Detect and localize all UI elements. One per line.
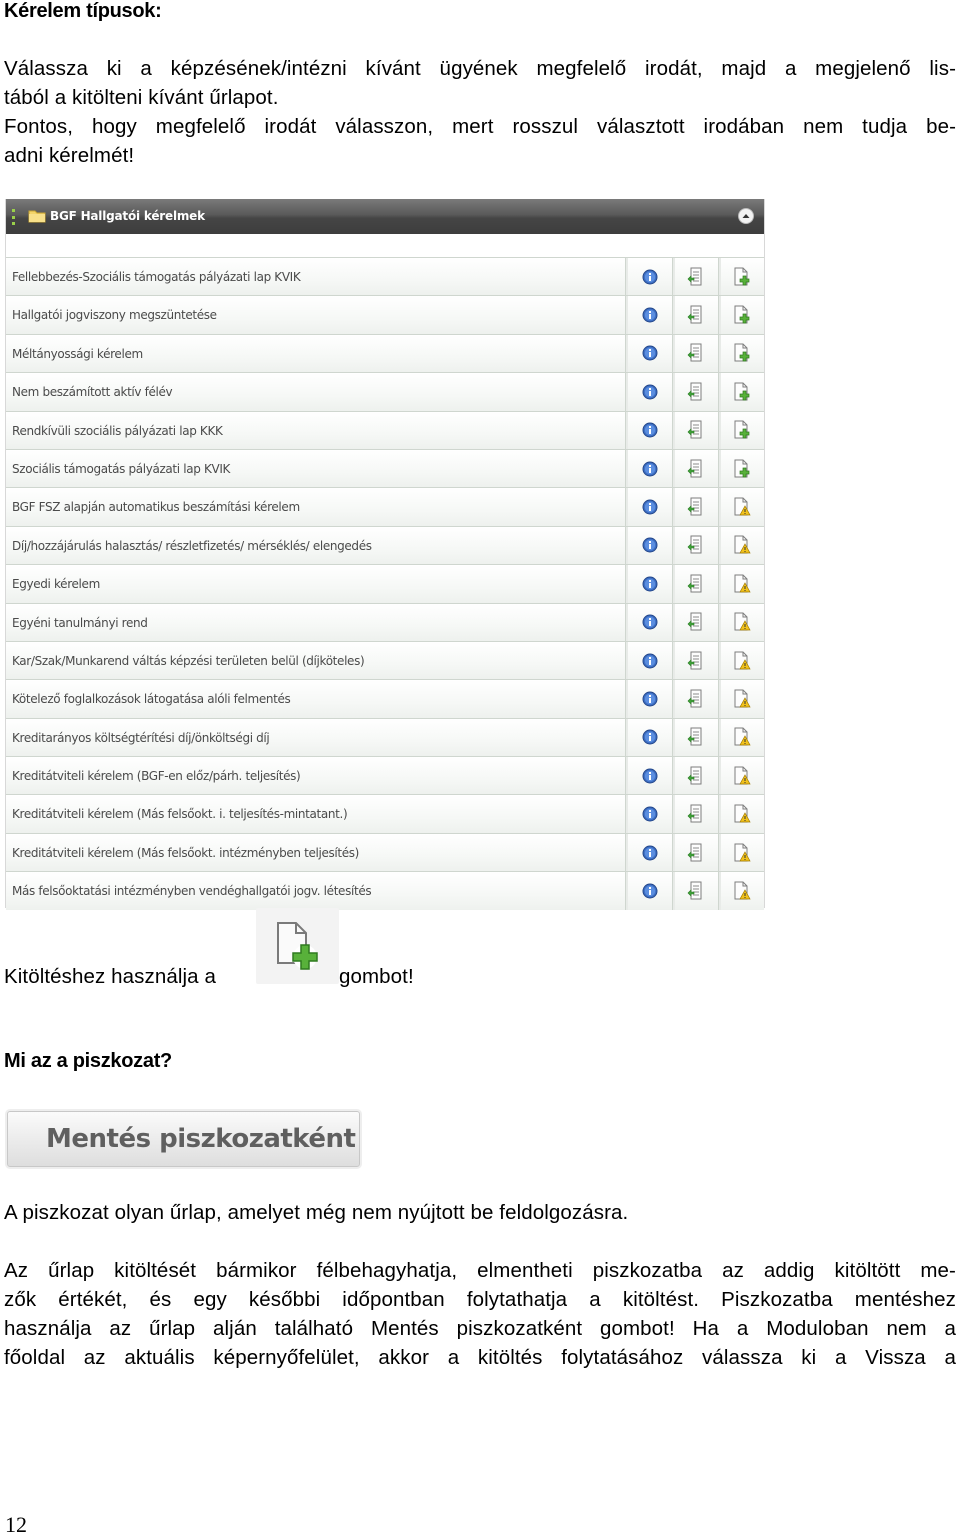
request-row bbox=[6, 487, 764, 525]
request-label[interactable]: Kreditátviteli kérelem (Más felsőokt. intézményben teljesítés) bbox=[12, 845, 360, 860]
request-label[interactable]: Más felsőoktatási intézményben vendéghallgatói jogv. létesítés bbox=[12, 884, 372, 899]
draft-line-1: Az űrlap kitöltését bármikor félbehagyhatja, elmentheti piszkozatba az addig kitöltött me- bbox=[4, 1259, 956, 1282]
drafts-list-icon[interactable] bbox=[673, 296, 719, 333]
request-row bbox=[6, 257, 764, 295]
fill-form-warning-icon[interactable] bbox=[719, 757, 765, 794]
fill-form-icon[interactable] bbox=[719, 296, 765, 333]
info-icon[interactable] bbox=[627, 565, 673, 602]
request-label[interactable]: Kreditátviteli kérelem (Más felsőokt. i. teljesítés-mintatant.) bbox=[12, 807, 348, 822]
drafts-list-icon[interactable] bbox=[673, 488, 719, 525]
fill-form-icon[interactable] bbox=[719, 335, 765, 372]
requests-panel bbox=[5, 199, 765, 908]
intro-paragraph bbox=[4, 54, 956, 170]
request-list bbox=[6, 257, 764, 910]
request-row bbox=[6, 295, 764, 333]
intro-line-4: adni kérelmét! bbox=[4, 144, 135, 167]
request-row bbox=[6, 794, 764, 832]
heading-request-types: Kérelem típusok: bbox=[4, 0, 162, 22]
request-label[interactable]: Fellebbezés-Szociális támogatás pályázati lap KVIK bbox=[12, 270, 301, 284]
draft-paragraph bbox=[4, 1256, 956, 1372]
drafts-list-icon[interactable] bbox=[673, 872, 719, 909]
request-row bbox=[6, 603, 764, 641]
request-label[interactable]: Kreditátviteli kérelem (BGF-en előz/párh. teljesítés) bbox=[12, 769, 301, 784]
info-icon[interactable] bbox=[627, 296, 673, 333]
save-draft-button bbox=[7, 1111, 360, 1167]
drafts-list-icon[interactable] bbox=[673, 757, 719, 794]
info-icon[interactable] bbox=[627, 335, 673, 372]
drafts-list-icon[interactable] bbox=[673, 565, 719, 602]
request-row bbox=[6, 411, 764, 449]
draft-line-4: főoldal az aktuális képernyőfelület, akkor a kitöltés folytatásához válassza ki a Vissza a bbox=[4, 1346, 956, 1369]
fill-form-warning-icon[interactable] bbox=[719, 680, 765, 717]
fill-form-warning-icon[interactable] bbox=[719, 872, 765, 909]
request-label[interactable]: BGF FSZ alapján automatikus beszámítási kérelem bbox=[12, 500, 300, 515]
request-label[interactable]: Szociális támogatás pályázati lap KVIK bbox=[12, 461, 231, 476]
info-icon[interactable] bbox=[627, 488, 673, 525]
fill-form-warning-icon[interactable] bbox=[719, 565, 765, 602]
drag-handle-icon[interactable] bbox=[12, 209, 16, 225]
info-icon[interactable] bbox=[627, 680, 673, 717]
request-label[interactable]: Díj/hozzájárulás halasztás/ részletfizetés/ mérséklés/ elengedés bbox=[12, 538, 372, 553]
info-icon[interactable] bbox=[627, 795, 673, 832]
fill-form-icon[interactable] bbox=[719, 450, 765, 487]
drafts-list-icon[interactable] bbox=[673, 680, 719, 717]
draft-definition: A piszkozat olyan űrlap, amelyet még nem nyújtott be feldolgozásra. bbox=[4, 1201, 629, 1224]
drafts-list-icon[interactable] bbox=[673, 604, 719, 641]
request-row bbox=[6, 564, 764, 602]
fill-form-warning-icon[interactable] bbox=[719, 527, 765, 564]
draft-line-2: zők értékét, és egy későbbi időpontban folytathatja a kitöltést. Piszkozatba mentéshez bbox=[4, 1288, 956, 1311]
fill-button-example bbox=[256, 908, 339, 984]
request-row bbox=[6, 334, 764, 372]
request-label[interactable]: Egyéni tanulmányi rend bbox=[12, 615, 148, 630]
fill-form-warning-icon[interactable] bbox=[719, 642, 765, 679]
heading-what-is-draft: Mi az a piszkozat? bbox=[4, 1050, 172, 1072]
draft-line-3: használja az űrlap alján található Mentés piszkozatként gombot! Ha a Moduloban nem a bbox=[4, 1317, 956, 1340]
panel-title: BGF Hallgatói kérelmek bbox=[50, 209, 205, 223]
request-row bbox=[6, 871, 764, 909]
info-icon[interactable] bbox=[627, 719, 673, 756]
request-label[interactable]: Kreditarányos költségtérítési díj/önköltségi díj bbox=[12, 730, 270, 745]
info-icon[interactable] bbox=[627, 258, 673, 295]
fill-form-warning-icon[interactable] bbox=[719, 795, 765, 832]
fill-hint-after: gombot! bbox=[339, 965, 414, 988]
fill-form-warning-icon[interactable] bbox=[719, 488, 765, 525]
info-icon[interactable] bbox=[627, 373, 673, 410]
collapse-icon[interactable] bbox=[738, 208, 754, 224]
info-icon[interactable] bbox=[627, 450, 673, 487]
drafts-list-icon[interactable] bbox=[673, 373, 719, 410]
drafts-list-icon[interactable] bbox=[673, 527, 719, 564]
request-label[interactable]: Hallgatói jogviszony megszüntetése bbox=[12, 308, 217, 323]
intro-line-3: Fontos, hogy megfelelő irodát válasszon, mert rosszul választott irodában nem tudja be- bbox=[4, 115, 956, 138]
info-icon[interactable] bbox=[627, 642, 673, 679]
request-row bbox=[6, 641, 764, 679]
info-icon[interactable] bbox=[627, 872, 673, 909]
save-draft-label: Mentés piszkozatként bbox=[46, 1124, 356, 1154]
fill-form-icon[interactable] bbox=[719, 412, 765, 449]
request-row bbox=[6, 449, 764, 487]
intro-line-1: Válassza ki a képzésének/intézni kívánt ügyének megfelelő irodát, majd a megjelenő lis- bbox=[4, 57, 956, 80]
drafts-list-icon[interactable] bbox=[673, 412, 719, 449]
info-icon[interactable] bbox=[627, 412, 673, 449]
info-icon[interactable] bbox=[627, 527, 673, 564]
request-label[interactable]: Kar/Szak/Munkarend váltás képzési területen belül (díjköteles) bbox=[12, 653, 365, 668]
request-row bbox=[6, 718, 764, 756]
drafts-list-icon[interactable] bbox=[673, 719, 719, 756]
add-document-icon bbox=[274, 921, 320, 973]
panel-header bbox=[6, 199, 764, 234]
fill-form-warning-icon[interactable] bbox=[719, 604, 765, 641]
request-row bbox=[6, 833, 764, 871]
request-row bbox=[6, 372, 764, 410]
drafts-list-icon[interactable] bbox=[673, 642, 719, 679]
intro-line-2: tából a kitölteni kívánt űrlapot. bbox=[4, 86, 279, 109]
request-row bbox=[6, 526, 764, 564]
info-icon[interactable] bbox=[627, 834, 673, 871]
page-number: 12 bbox=[5, 1512, 27, 1537]
request-row bbox=[6, 679, 764, 717]
fill-hint-before: Kitöltéshez használja a bbox=[4, 965, 216, 988]
drafts-list-icon[interactable] bbox=[673, 795, 719, 832]
fill-form-icon[interactable] bbox=[719, 373, 765, 410]
info-icon[interactable] bbox=[627, 757, 673, 794]
request-label[interactable]: Egyedi kérelem bbox=[12, 577, 100, 592]
drafts-list-icon[interactable] bbox=[673, 450, 719, 487]
drafts-list-icon[interactable] bbox=[673, 834, 719, 871]
request-label[interactable]: Kötelező foglalkozások látogatása alóli felmentés bbox=[12, 692, 291, 707]
request-row bbox=[6, 756, 764, 794]
request-label[interactable]: Nem beszámított aktív félév bbox=[12, 385, 173, 400]
request-label[interactable]: Méltányossági kérelem bbox=[12, 346, 143, 361]
folder-icon bbox=[28, 209, 46, 223]
drafts-list-icon[interactable] bbox=[673, 335, 719, 372]
fill-form-warning-icon[interactable] bbox=[719, 719, 765, 756]
fill-form-warning-icon[interactable] bbox=[719, 834, 765, 871]
request-label[interactable]: Rendkívüli szociális pályázati lap KKK bbox=[12, 423, 223, 438]
drafts-list-icon[interactable] bbox=[673, 258, 719, 295]
fill-form-icon[interactable] bbox=[719, 258, 765, 295]
info-icon[interactable] bbox=[627, 604, 673, 641]
